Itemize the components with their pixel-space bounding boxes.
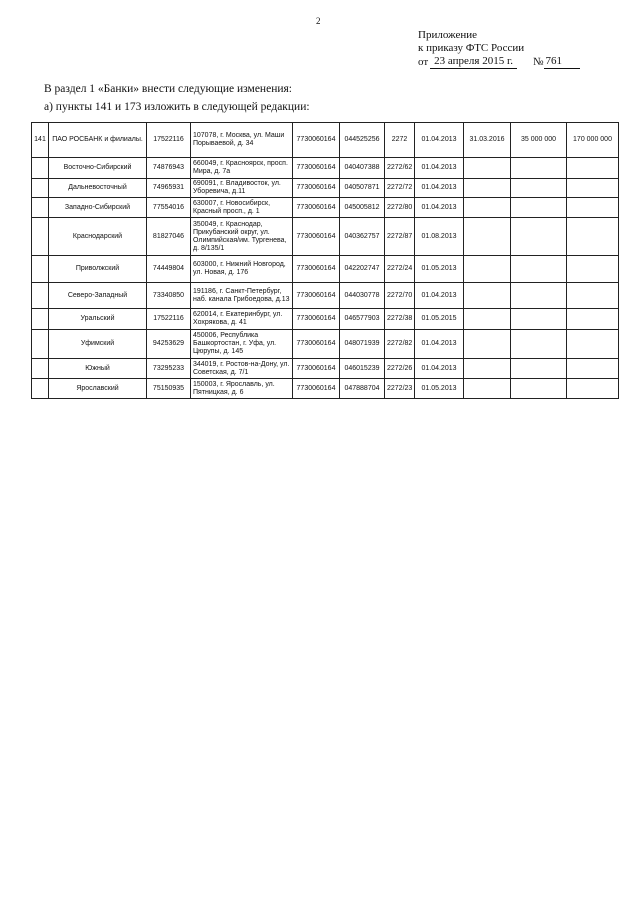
page-number: 2 <box>316 16 321 26</box>
amount-1-cell: 35 000 000 <box>511 123 567 158</box>
row-number-cell <box>32 379 49 399</box>
inn-cell: 7730060164 <box>293 309 340 330</box>
amount-2-cell <box>567 309 619 330</box>
amount-2-cell <box>567 158 619 179</box>
branch-name-cell: Южный <box>49 359 147 379</box>
date-to-cell <box>464 218 511 256</box>
date-from-cell: 01.04.2013 <box>415 330 464 359</box>
branch-name-cell: Северо-Западный <box>49 283 147 309</box>
date-to-cell: 31.03.2016 <box>464 123 511 158</box>
amount-2-cell <box>567 198 619 218</box>
address-cell: 344019, г. Ростов-на-Дону, ул. Советская, д. 7/1 <box>191 359 293 379</box>
address-cell: 350049, г. Краснодар, Прикубанский округ, ул. Олимпийская/им. Тургенева, д. 8/135/1 <box>191 218 293 256</box>
row-number-cell <box>32 309 49 330</box>
row-number-cell <box>32 256 49 283</box>
inn-cell: 7730060164 <box>293 256 340 283</box>
date-to-cell <box>464 330 511 359</box>
amount-1-cell <box>511 158 567 179</box>
bik-cell: 046577903 <box>340 309 385 330</box>
amount-2-cell <box>567 256 619 283</box>
date-to-cell <box>464 283 511 309</box>
amount-1-cell <box>511 330 567 359</box>
okpo-code-cell: 17522116 <box>147 309 191 330</box>
okpo-code-cell: 73295233 <box>147 359 191 379</box>
number-label: № <box>533 56 544 68</box>
table-row <box>32 330 619 359</box>
bik-cell: 048071939 <box>340 330 385 359</box>
okpo-code-cell: 94253629 <box>147 330 191 359</box>
date-from-cell: 01.04.2013 <box>415 123 464 158</box>
from-label: от <box>418 56 429 68</box>
row-number-cell <box>32 198 49 218</box>
okpo-code-cell: 75150935 <box>147 379 191 399</box>
branch-name-cell: Приволжский <box>49 256 147 283</box>
inn-cell: 7730060164 <box>293 158 340 179</box>
date-from-cell: 01.04.2013 <box>415 283 464 309</box>
date-to-cell <box>464 359 511 379</box>
table-row <box>32 359 619 379</box>
branch-name-cell: Краснодарский <box>49 218 147 256</box>
bik-cell: 044525256 <box>340 123 385 158</box>
inn-cell: 7730060164 <box>293 179 340 198</box>
license-number-cell: 2272/87 <box>385 218 415 256</box>
address-cell: 660049, г. Красноярск, просп. Мира, д. 7а <box>191 158 293 179</box>
address-cell: 450006, Республика Башкортостан, г. Уфа, ул. Цюрупы, д. 145 <box>191 330 293 359</box>
table-row <box>32 283 619 309</box>
row-number-cell <box>32 330 49 359</box>
bik-cell: 040407388 <box>340 158 385 179</box>
appendix-title: Приложение <box>418 29 478 41</box>
inn-cell: 7730060164 <box>293 283 340 309</box>
inn-cell: 7730060164 <box>293 359 340 379</box>
address-cell: 620014, г. Екатеринбург, ул. Хохрякова, д. 41 <box>191 309 293 330</box>
row-number-cell <box>32 218 49 256</box>
order-reference: к приказу ФТС России <box>418 42 525 54</box>
amount-2-cell <box>567 179 619 198</box>
bik-cell: 046015239 <box>340 359 385 379</box>
branch-name-cell: Уфимский <box>49 330 147 359</box>
amount-1-cell <box>511 218 567 256</box>
address-cell: 107078, г. Москва, ул. Маши Порываевой, д. 34 <box>191 123 293 158</box>
table-row <box>32 123 619 158</box>
order-date-line <box>418 55 580 69</box>
address-cell: 630007, г. Новосибирск, Красный просп., д. 1 <box>191 198 293 218</box>
license-number-cell: 2272/80 <box>385 198 415 218</box>
date-to-cell <box>464 309 511 330</box>
table-row <box>32 309 619 330</box>
license-number-cell: 2272/23 <box>385 379 415 399</box>
date-from-cell: 01.04.2013 <box>415 158 464 179</box>
table-row <box>32 256 619 283</box>
table-row <box>32 179 619 198</box>
row-number-cell <box>32 179 49 198</box>
license-number-cell: 2272/70 <box>385 283 415 309</box>
amount-1-cell <box>511 359 567 379</box>
okpo-code-cell: 77554016 <box>147 198 191 218</box>
row-number-cell <box>32 158 49 179</box>
date-from-cell: 01.05.2015 <box>415 309 464 330</box>
address-cell: 690091, г. Владивосток, ул. Уборевича, д.11 <box>191 179 293 198</box>
order-number: 761 <box>544 55 581 69</box>
date-from-cell: 01.04.2013 <box>415 198 464 218</box>
license-number-cell: 2272/38 <box>385 309 415 330</box>
date-from-cell: 01.08.2013 <box>415 218 464 256</box>
inn-cell: 7730060164 <box>293 330 340 359</box>
row-number-cell <box>32 359 49 379</box>
okpo-code-cell: 73340850 <box>147 283 191 309</box>
amount-1-cell <box>511 309 567 330</box>
row-number-cell: 141 <box>32 123 49 158</box>
date-to-cell <box>464 379 511 399</box>
amount-2-cell <box>567 359 619 379</box>
amount-2-cell: 170 000 000 <box>567 123 619 158</box>
okpo-code-cell: 17522116 <box>147 123 191 158</box>
address-cell: 150003, г. Ярославль, ул. Пятницкая, д. 6 <box>191 379 293 399</box>
date-to-cell <box>464 179 511 198</box>
okpo-code-cell: 74965931 <box>147 179 191 198</box>
amount-1-cell <box>511 256 567 283</box>
branch-name-cell: Западно-Сибирский <box>49 198 147 218</box>
date-to-cell <box>464 198 511 218</box>
license-number-cell: 2272/62 <box>385 158 415 179</box>
license-number-cell: 2272 <box>385 123 415 158</box>
amount-2-cell <box>567 379 619 399</box>
branch-name-cell: Уральский <box>49 309 147 330</box>
okpo-code-cell: 74449804 <box>147 256 191 283</box>
amount-1-cell <box>511 379 567 399</box>
date-to-cell <box>464 256 511 283</box>
amount-1-cell <box>511 179 567 198</box>
date-to-cell <box>464 158 511 179</box>
table-row <box>32 198 619 218</box>
bik-cell: 042202747 <box>340 256 385 283</box>
bik-cell: 045005812 <box>340 198 385 218</box>
amount-2-cell <box>567 218 619 256</box>
intro-line-2: а) пункты 141 и 173 изложить в следующей редакции: <box>44 101 310 113</box>
okpo-code-cell: 81827046 <box>147 218 191 256</box>
date-from-cell: 01.04.2013 <box>415 359 464 379</box>
branch-name-cell: Дальневосточный <box>49 179 147 198</box>
okpo-code-cell: 74876943 <box>147 158 191 179</box>
bik-cell: 040507871 <box>340 179 385 198</box>
intro-line-1: В раздел 1 «Банки» внести следующие изменения: <box>44 83 292 95</box>
inn-cell: 7730060164 <box>293 123 340 158</box>
amount-2-cell <box>567 283 619 309</box>
bik-cell: 040362757 <box>340 218 385 256</box>
date-from-cell: 01.04.2013 <box>415 179 464 198</box>
branch-name-cell: Ярославский <box>49 379 147 399</box>
table-row <box>32 218 619 256</box>
amount-2-cell <box>567 330 619 359</box>
date-from-cell: 01.05.2013 <box>415 379 464 399</box>
license-number-cell: 2272/24 <box>385 256 415 283</box>
inn-cell: 7730060164 <box>293 379 340 399</box>
license-number-cell: 2272/26 <box>385 359 415 379</box>
appendix-header <box>418 29 580 69</box>
bik-cell: 044030778 <box>340 283 385 309</box>
branch-name-cell: ПАО РОСБАНК и филиалы. <box>49 123 147 158</box>
banks-table <box>31 122 619 399</box>
address-cell: 191186, г. Санкт-Петербург, наб. канала Грибоедова, д.13 <box>191 283 293 309</box>
license-number-cell: 2272/82 <box>385 330 415 359</box>
date-from-cell: 01.05.2013 <box>415 256 464 283</box>
inn-cell: 7730060164 <box>293 198 340 218</box>
table-row <box>32 158 619 179</box>
address-cell: 603000, г. Нижний Новгород, ул. Новая, д. 176 <box>191 256 293 283</box>
order-date: 23 апреля 2015 г. <box>430 55 517 69</box>
inn-cell: 7730060164 <box>293 218 340 256</box>
license-number-cell: 2272/72 <box>385 179 415 198</box>
row-number-cell <box>32 283 49 309</box>
branch-name-cell: Восточно-Сибирский <box>49 158 147 179</box>
amount-1-cell <box>511 283 567 309</box>
bik-cell: 047888704 <box>340 379 385 399</box>
table-row <box>32 379 619 399</box>
amount-1-cell <box>511 198 567 218</box>
